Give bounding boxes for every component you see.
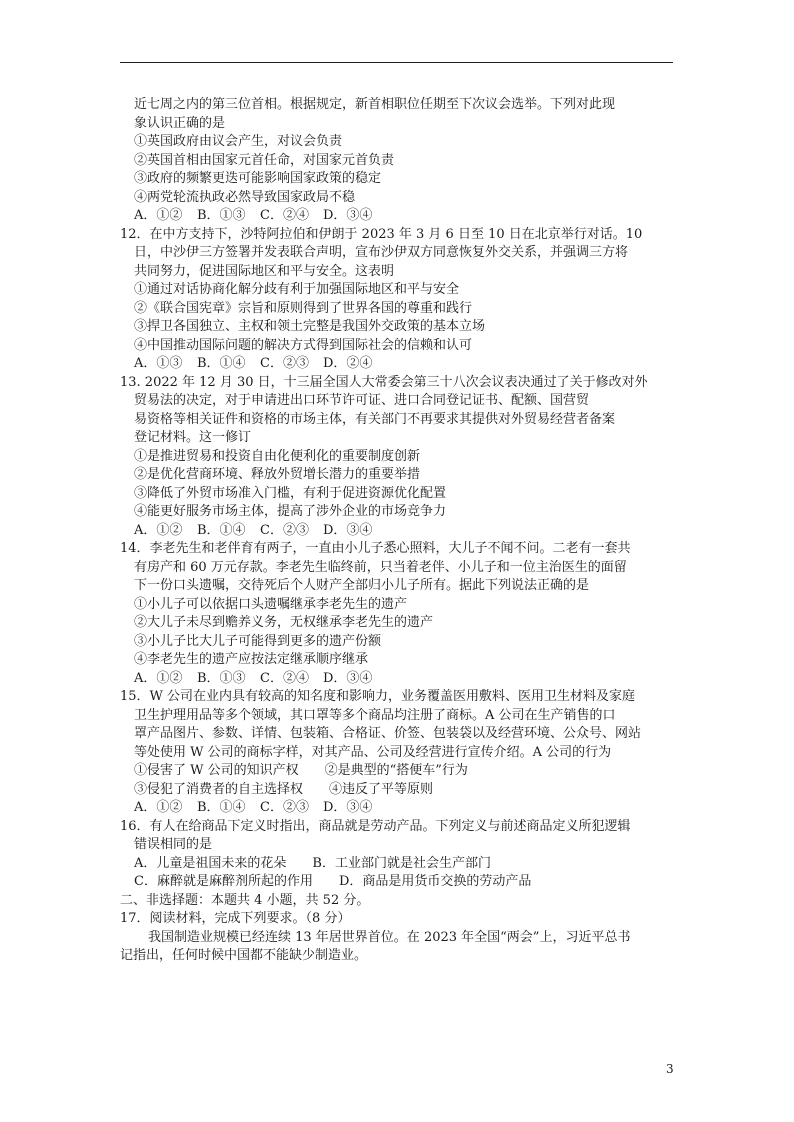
answer-option: A．①② (134, 800, 183, 815)
text-line: 共同努力，促进国际地区和平与安全。这表明 (134, 263, 395, 279)
text-line: C．麻醉就是麻醉剂所起的作用 D．商品是用货币交换的劳动产品 (134, 874, 532, 889)
text-line: ①是推进贸易和投资自由化便利化的重要制度创新 (134, 448, 421, 464)
answer-option: A．①② (134, 522, 183, 538)
text-line: ④李老先生的遗产应按法定继承顺序继承 (134, 652, 369, 667)
answer-options (120, 522, 680, 541)
answer-option: A．①③ (134, 356, 183, 371)
text-line: ①侵害了 W 公司的知识产权 ②是典型的“搭便车”行为 (134, 763, 468, 778)
text-line: 日，中沙伊三方签署并发表联合声明，宣布沙伊双方同意恢复外交关系，并强调三方将 (134, 245, 629, 260)
answer-option: A．①② (134, 670, 183, 686)
answer-option: C．②④ (260, 670, 309, 686)
text-line: ③政府的频繁更迭可能影响国家政策的稳定 (134, 171, 382, 186)
answer-options (120, 799, 680, 818)
text-line: 有房产和 60 万元存款。李老先生临终前，只当着老伴、小儿子和一位主治医生的面留 (134, 559, 627, 575)
answer-option: D．②④ (323, 356, 373, 371)
text-line: 记指出，任何时候中国都不能缺少制造业。 (120, 948, 368, 963)
text-line: ②大儿子未尽到赡养义务，无权继承李老先生的遗产 (134, 615, 434, 630)
text-line: 下一份口头遗嘱，交待死后个人财产全部归小儿子所有。据此下列说法正确的是 (134, 578, 590, 593)
text-line: A．儿童是祖国未来的花朵 B．工业部门就是社会生产部门 (134, 855, 491, 871)
text-line: 易资格等相关证件和资格的市场主体，有关部门不再要求其提供对外贸易经营者备案 (134, 411, 616, 427)
text-line: 15．W 公司在业内具有较高的知名度和影响力，业务覆盖医用敷料、医用卫生材料及家庭 (120, 689, 636, 704)
text-line: ③捍卫各国独立、主权和领土完整是我国外交政策的基本立场 (134, 319, 486, 334)
text-line: 12．在中方支持下，沙特阿拉伯和伊朗于 2023 年 3 月 6 日至 10 日在北京举行对话。10 (120, 226, 643, 242)
text-line: ④中国推动国际问题的解决方式得到国际社会的信赖和认可 (134, 337, 473, 353)
answer-option: C．②③ (260, 800, 309, 815)
text-line: 登记材料。这一修订 (134, 430, 252, 445)
text-line: ③侵犯了消费者的自主选择权 ④违反了平等原则 (134, 781, 434, 797)
text-line: 贸易法的决定，对于申请进出口环节许可证、进口合同登记证书、配额、国营贸 (134, 393, 590, 408)
answer-options (120, 355, 680, 374)
answer-option: D．③④ (323, 208, 373, 223)
text-line: 象认识正确的是 (134, 115, 226, 131)
header-rule (120, 62, 673, 63)
page-number: 3 (666, 1062, 674, 1076)
answer-options (120, 670, 680, 689)
text-line: 14．李老先生和老伴育有两子，一直由小儿子悉心照料，大儿子不闻不问。二老有一套共 (120, 541, 631, 556)
text-line: ③降低了外贸市场准入门槛，有利于促进资源优化配置 (134, 485, 447, 501)
text-line: ④能更好服务市场主体，提高了涉外企业的市场竞争力 (134, 504, 447, 519)
answer-option: C．②③ (260, 522, 309, 538)
answer-option: C．②③ (260, 356, 309, 371)
text-line: ①英国政府由议会产生，对议会负责 (134, 134, 343, 149)
text-line: ②是优化营商环境、释放外贸增长潜力的重要举措 (134, 467, 421, 482)
text-line: 我国制造业规模已经连续 13 年居世界首位。在 2023 年全国“两会”上，习近平总书 (148, 929, 631, 945)
text-line: ③小儿子比大儿子可能得到更多的遗产份额 (134, 633, 382, 649)
answer-options (120, 207, 680, 226)
text-line: 16．有人在给商品下定义时指出，商品就是劳动产品。下列定义与前述商品定义所犯逻辑 (120, 818, 631, 834)
text-line: 近七周之内的第三位首相。根据规定，新首相职位任期至下次议会选举。下列对此现 (134, 97, 616, 112)
text-line: 错误相同的是 (134, 837, 213, 852)
answer-option: D．③④ (323, 522, 373, 538)
text-line: 卫生护理用品等多个领域，其口罩等多个商品均注册了商标。A 公司在生产销售的口 (134, 707, 616, 723)
text-line: 17．阅读材料，完成下列要求。（8 分） (120, 911, 351, 926)
answer-option: B．①④ (197, 800, 246, 815)
answer-option: B．①③ (197, 208, 246, 223)
answer-option: B．①④ (197, 356, 246, 371)
answer-option: D．③④ (323, 670, 373, 686)
text-line: 罩产品图片、参数、详情、包装箱、合格证、价签、包装袋以及经营环境、公众号、网站 (134, 726, 642, 741)
text-line: ①通过对话协商化解分歧有利于加强国际地区和平与安全 (134, 282, 460, 297)
text-line: ②《联合国宪章》宗旨和原则得到了世界各国的尊重和践行 (134, 300, 473, 316)
text-line: 13. 2022 年 12 月 30 日，十三届全国人大常委会第三十八次会议表决通过了关于修改对外 (120, 374, 648, 390)
text-line: 二、非选择题：本题共 4 小题，共 52 分。 (120, 892, 370, 908)
answer-option: B．①④ (197, 522, 246, 538)
text-line: ④两党轮流执政必然导致国家政局不稳 (134, 189, 356, 205)
text-line: ②英国首相由国家元首任命，对国家元首负责 (134, 152, 395, 168)
answer-option: B．①③ (197, 670, 246, 686)
answer-option: A．①② (134, 208, 183, 223)
answer-option: D．③④ (323, 800, 373, 815)
text-line: ①小儿子可以依据口头遗嘱继承李老先生的遗产 (134, 596, 408, 612)
answer-option: C．②④ (260, 208, 309, 223)
document-body (120, 96, 680, 966)
text-line: 等处使用 W 公司的商标字样，对其产品、公司及经营进行宣传介绍。A 公司的行为 (134, 744, 612, 760)
